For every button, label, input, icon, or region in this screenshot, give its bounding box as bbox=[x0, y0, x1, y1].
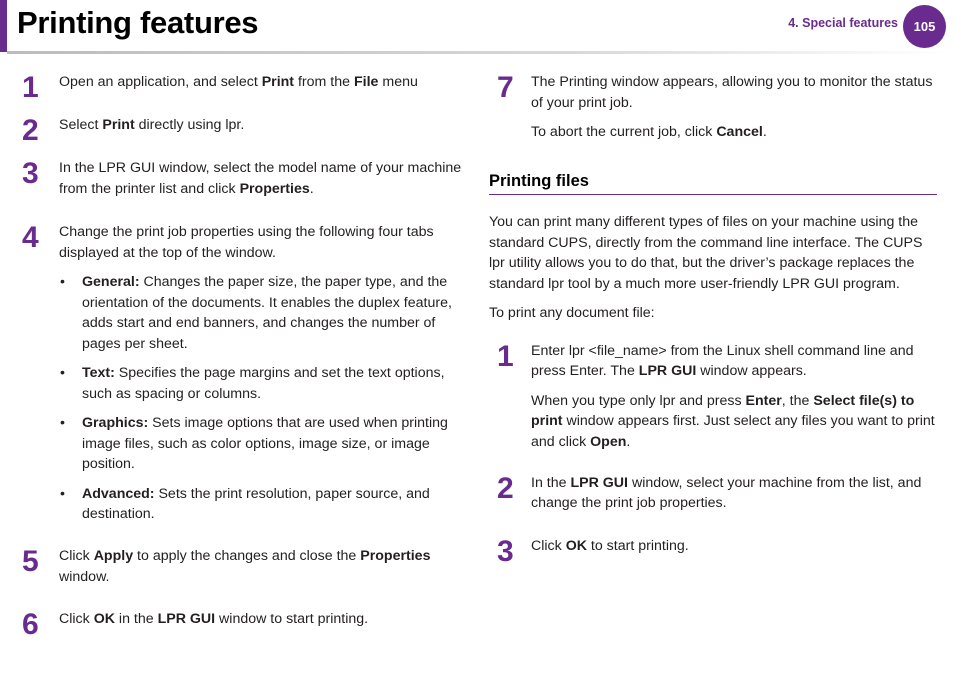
file-step-3 bbox=[489, 534, 937, 568]
step-number: 3 bbox=[22, 157, 39, 190]
emphasis-text: LPR GUI bbox=[157, 611, 216, 627]
right-column bbox=[489, 71, 937, 568]
step-7 bbox=[489, 72, 937, 170]
emphasis-text: Open bbox=[590, 433, 627, 450]
step-subtext: To abort the current job, click Cancel. bbox=[531, 124, 767, 140]
step-1 bbox=[22, 72, 464, 115]
item-label: General: bbox=[82, 274, 140, 290]
step-number: 5 bbox=[22, 545, 39, 578]
step-text: Click OK in the LPR GUI window to start printing. bbox=[59, 611, 369, 627]
step-number: 4 bbox=[22, 221, 39, 254]
list-item bbox=[59, 363, 464, 404]
emphasis-text: Print bbox=[102, 117, 135, 133]
item-text: Changes the paper size, the paper type, and the orientation of the documents. It enables the duplex feature, adds start and end banners, and changes the number of pages per sheet. bbox=[82, 274, 452, 352]
step-text: Select Print directly using lpr. bbox=[59, 117, 245, 133]
emphasis-text: LPR GUI bbox=[570, 474, 628, 491]
intro-paragraph: You can print many different types of files on your machine using the standard CUPS, directly from the command line interface. The CUPS lpr utility allows you to do that, but the driver’s package replaces the standard lpr tool by a much more user-friendly LPR GUI program. bbox=[489, 214, 923, 292]
emphasis-text: OK bbox=[93, 611, 115, 627]
step-text: Enter lpr <file_name> from the Linux shell command line and press Enter. The LPR GUI window appears. bbox=[531, 342, 914, 379]
item-text: Sets image options that are used when printing image files, such as color options, image size, or image position. bbox=[82, 415, 448, 472]
step-number: 2 bbox=[22, 114, 39, 147]
step-text: Change the print job properties using the following four tabs displayed at the top of the window. bbox=[59, 224, 434, 261]
bullet: • bbox=[60, 274, 65, 290]
step-number: 2 bbox=[497, 471, 514, 505]
emphasis-text: Enter bbox=[745, 392, 782, 409]
emphasis-text: OK bbox=[565, 537, 587, 554]
step-6 bbox=[22, 608, 464, 641]
file-step-1 bbox=[489, 341, 937, 473]
list-item bbox=[59, 413, 464, 475]
item-label: Graphics: bbox=[82, 415, 149, 431]
lead-paragraph: To print any document file: bbox=[489, 305, 655, 321]
emphasis-text: LPR GUI bbox=[638, 363, 697, 379]
step-text: The Printing window appears, allowing you to monitor the status of your print job. bbox=[531, 74, 933, 111]
item-label: Text: bbox=[82, 365, 115, 381]
step-2 bbox=[22, 115, 464, 158]
section-heading-printing-files: Printing files bbox=[489, 170, 937, 195]
file-step-2 bbox=[489, 473, 937, 536]
header-accent-bar bbox=[0, 0, 7, 52]
step-number: 1 bbox=[497, 339, 514, 373]
bullet: • bbox=[60, 365, 65, 381]
list-item bbox=[59, 484, 464, 525]
emphasis-text: Apply bbox=[93, 548, 134, 564]
step-number: 3 bbox=[497, 534, 514, 568]
left-column bbox=[22, 71, 464, 641]
emphasis-text: Properties bbox=[239, 180, 310, 197]
emphasis-text: Print bbox=[261, 74, 295, 90]
page-number-badge: 105 bbox=[903, 5, 946, 48]
step-text: Open an application, and select Print from the File menu bbox=[59, 74, 418, 90]
step-text: Click Apply to apply the changes and close the Properties window. bbox=[59, 548, 431, 585]
list-item bbox=[59, 272, 464, 354]
emphasis-text: File bbox=[353, 74, 379, 90]
step-text: Click OK to start printing. bbox=[531, 537, 689, 554]
header-divider bbox=[7, 51, 947, 54]
step-4 bbox=[22, 222, 464, 546]
item-text: Specifies the page margins and set the text options, such as spacing or columns. bbox=[82, 365, 445, 402]
step-3 bbox=[22, 158, 464, 222]
step-text: In the LPR GUI window, select your machine from the list, and change the print job properties. bbox=[531, 474, 922, 511]
emphasis-text: Properties bbox=[360, 548, 431, 564]
step-text: In the LPR GUI window, select the model name of your machine from the printer list and click Properties. bbox=[59, 160, 462, 197]
step-subtext: When you type only lpr and press Enter, the Select file(s) to print window appears first. Just select any files you want to print and click Open. bbox=[531, 392, 935, 450]
bullet: • bbox=[60, 485, 65, 502]
step-number: 1 bbox=[22, 71, 39, 104]
item-text: Sets the print resolution, paper source, and destination. bbox=[82, 485, 430, 522]
page-title: Printing features bbox=[17, 5, 259, 40]
step-5 bbox=[22, 546, 464, 609]
tab-feature-list bbox=[59, 272, 464, 525]
emphasis-text: Cancel bbox=[716, 124, 763, 140]
item-label: Advanced: bbox=[82, 485, 155, 502]
step-number: 6 bbox=[22, 608, 39, 641]
section-name: 4. Special features bbox=[788, 16, 898, 30]
bullet: • bbox=[60, 415, 65, 431]
step-number: 7 bbox=[497, 71, 514, 104]
emphasis-text: Select file(s) to print bbox=[531, 392, 915, 429]
